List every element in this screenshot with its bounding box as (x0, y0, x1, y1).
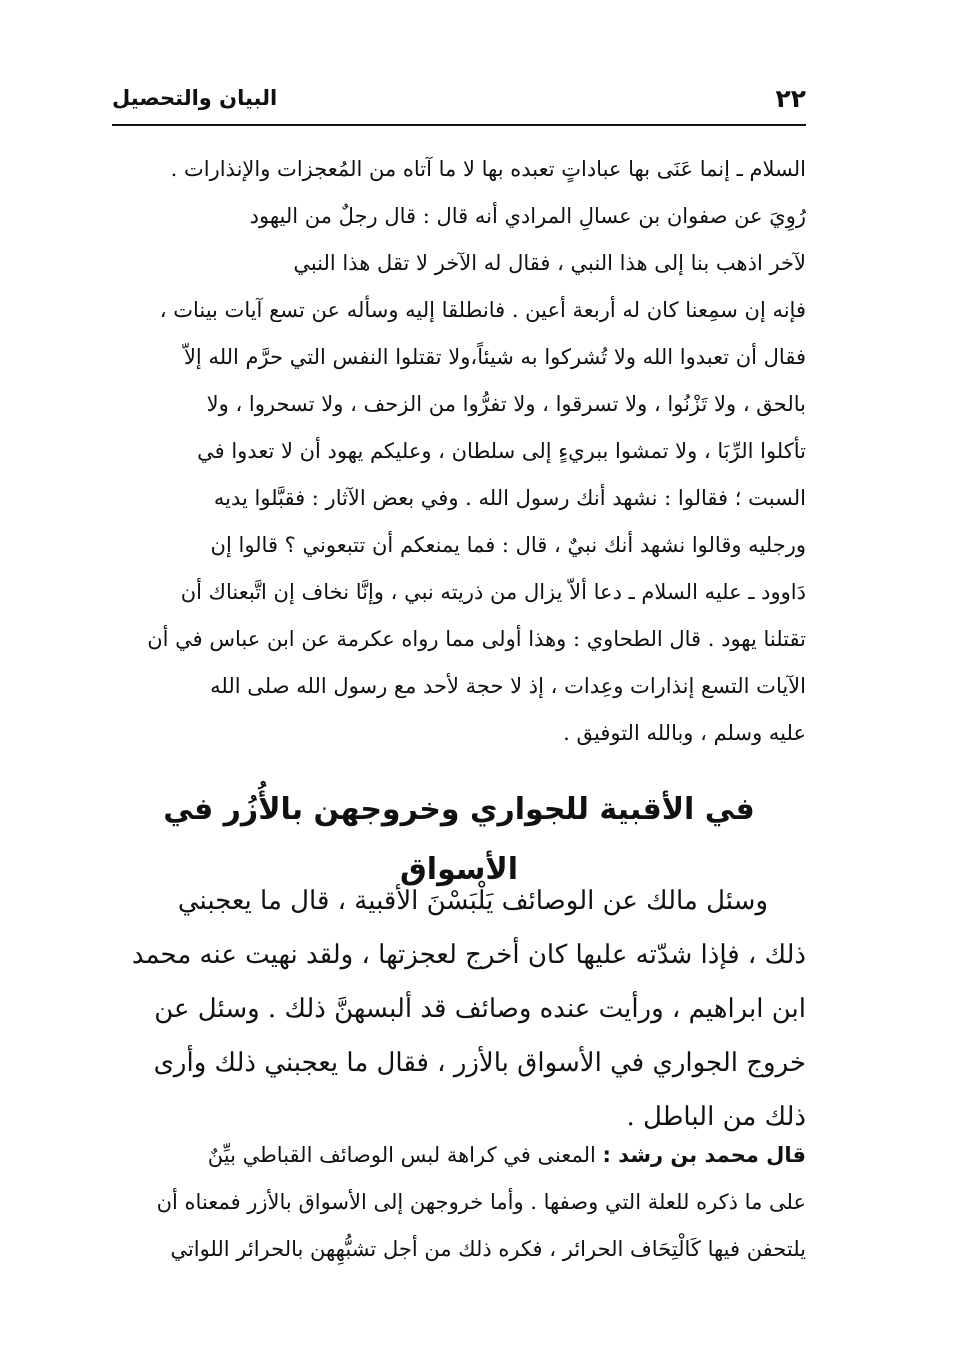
text-line: خروج الجواري في الأسواق بالأزر ، فقال ما يعجبني ذلك وأرى (153, 1048, 806, 1078)
page-header (112, 78, 806, 126)
text-line: ذلك ، فإذا شدّته عليها كان أخرج لعجزتها ، ولقد نهيت عنه محمد (131, 940, 806, 970)
text-line: ابن ابراهيم ، ورأيت عنده وصائف قد ألبسهنَّ ذلك . وسئل عن (154, 994, 806, 1024)
text-line: ذلك من الباطل . (626, 1102, 806, 1132)
text-line: بالحق ، ولا تَزْنُوا ، ولا تسرقوا ، ولا تفرُّوا من الزحف ، ولا تسحروا ، ولا (206, 392, 806, 416)
section-heading: في الأقبية للجواري وخروجهن بالأُزُر في الأسواق (163, 792, 755, 887)
text-line: على ما ذكره للعلة التي وصفها . وأما خروجهن إلى الأسواق بالأزر فمعناه أن (156, 1190, 806, 1214)
passage-one (112, 146, 806, 757)
running-title: البيان والتحصيل (112, 86, 278, 110)
text-line: الآيات التسع إنذارات وعِدات ، إذ لا حجة لأحد مع رسول الله صلى الله (210, 674, 806, 698)
passage-three (112, 1132, 806, 1273)
commentary-text: المعنى في كراهة لبس الوصائف القباطي بيِّنٌ (207, 1143, 603, 1167)
passage-two (112, 874, 806, 1144)
text-line: عليه وسلم ، وبالله التوفيق . (563, 721, 806, 745)
text-line: ورجليه وقالوا نشهد أنك نبيٌ ، قال : فما يمنعكم أن تتبعوني ؟ قالوا إن (210, 533, 806, 557)
commentator-lead: قال محمد بن رشد : (602, 1143, 806, 1167)
text-line: يلتحفن فيها كَالْتِحَاف الحرائر ، فكره ذلك من أجل تشبُّهِهن بالحرائر اللواتي (170, 1237, 806, 1261)
text-line: تقتلنا يهود . قال الطحاوي : وهذا أولى مما رواه عكرمة عن ابن عباس في أن (147, 627, 806, 651)
text-line: وسئل مالك عن الوصائف يَلْبَسْنَ الأقبية ، قال ما يعجبني (177, 886, 768, 916)
text-line: فقال أن تعبدوا الله ولا تُشركوا به شيئاً،ولا تقتلوا النفس التي حرَّم الله إلاّ (183, 345, 806, 369)
text-line: تأكلوا الرِّبَا ، ولا تمشوا ببريءٍ إلى سلطان ، وعليكم يهود أن لا تعدوا في (197, 439, 806, 463)
page-number: ٢٢ (775, 84, 806, 113)
text-line: دَاوود ـ عليه السلام ـ دعا ألاّ يزال من ذريته نبي ، وإنَّا نخاف إن اتَّبعناك أن (180, 580, 806, 604)
text-line (112, 1132, 806, 1179)
text-line: السلام ـ إنما عَنَى بها عباداتٍ تعبده بها لا ما آتاه من المُعجزات والإنذارات . (170, 157, 806, 181)
text-line: فإنه إن سمِعنا كان له أربعة أعين . فانطلقا إليه وسأله عن تسع آيات بينات ، (159, 298, 806, 322)
text-line: لآخر اذهب بنا إلى هذا النبي ، فقال له الآخر لا تقل هذا النبي (293, 251, 806, 275)
text-line: السبت ؛ فقالوا : نشهد أنك رسول الله . وفي بعض الآثار : فقبَّلوا يديه (213, 486, 806, 510)
text-line: رُوِيَ عن صفوان بن عسالِ المرادي أنه قال : قال رجلٌ من اليهود (249, 204, 806, 228)
